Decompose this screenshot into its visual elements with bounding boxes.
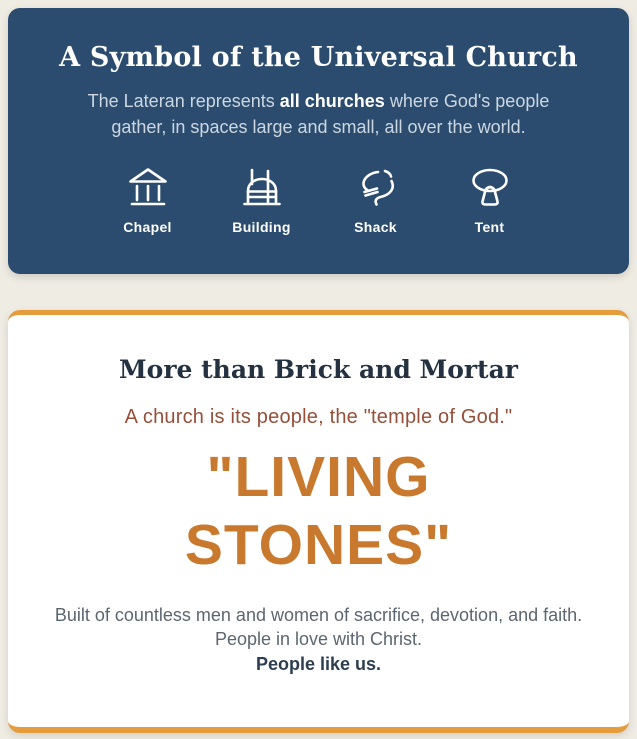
icon-label-tent: Tent <box>474 219 505 235</box>
chapel-icon <box>124 164 172 212</box>
icon-label-shack: Shack <box>354 219 397 235</box>
tent-icon <box>466 164 514 212</box>
shack-icon <box>352 164 400 212</box>
living-stones-card <box>8 310 629 733</box>
universal-church-card <box>8 8 629 274</box>
icon-label-chapel: Chapel <box>123 219 172 235</box>
stones-body-emphasis: People like us. <box>255 654 382 674</box>
hero-description-before: The Lateran represents <box>87 91 280 111</box>
building-icon <box>238 164 286 212</box>
church-type-tent <box>456 164 524 235</box>
icon-label-building: Building <box>232 219 291 235</box>
stones-subtitle: A church is its people, the "temple of God." <box>124 406 513 428</box>
church-type-building <box>228 164 296 235</box>
living-stones-quote: "LIVING STONES" <box>184 445 453 577</box>
church-type-shack <box>342 164 410 235</box>
hero-description-after: where God's people gather, in spaces large and small, all over the world. <box>111 91 550 137</box>
hero-description-bold: all churches <box>279 91 385 111</box>
hero-title: A Symbol of the Universal Church <box>59 42 578 73</box>
church-types-row <box>8 164 629 235</box>
church-type-chapel <box>114 164 182 235</box>
stones-title: More than Brick and Mortar <box>119 355 518 384</box>
stones-body: Built of countless men and women of sacrifice, devotion, and faith. People in love with Christ. <box>54 605 583 649</box>
hero-description <box>59 88 579 140</box>
